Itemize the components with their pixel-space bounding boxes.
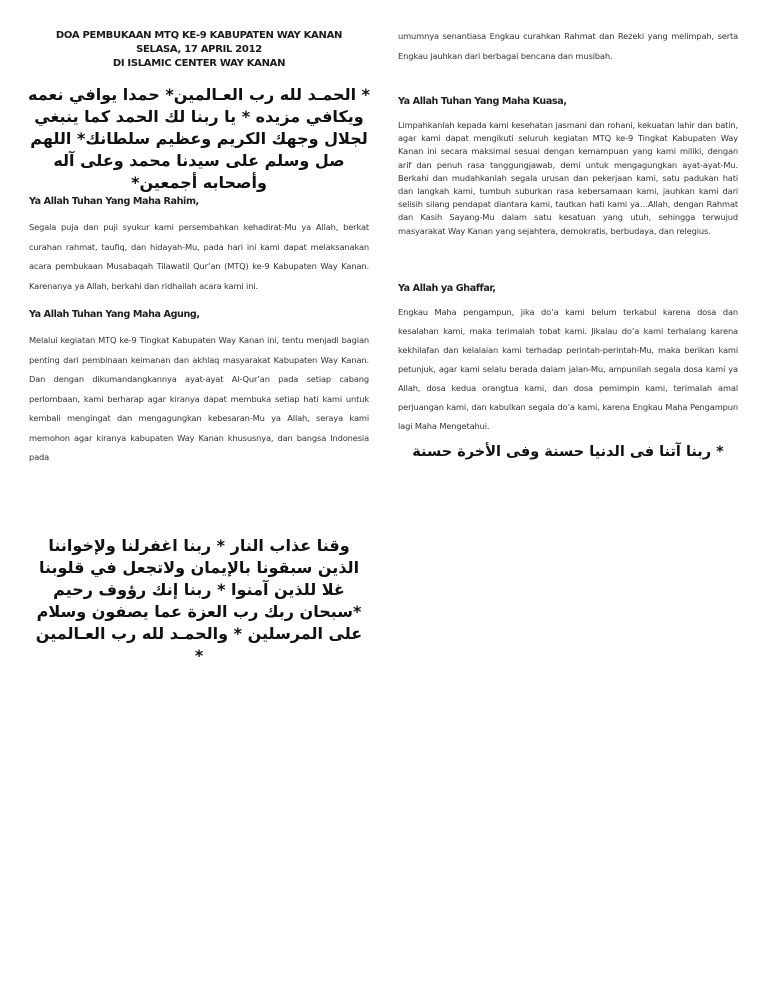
paragraph-continuation: umumnya senantiasa Engkau curahkan Rahmat dan Rezeki yang melimpah, serta Engkau jauhkan dari berbagai bencana dan musibah. [398, 31, 738, 61]
closing-arabic-prayer: وقنا عذاب النار * ربنا اغفرلنا ولإخواننا الذين سبقونا بالإيمان ولاتجعل في قلوبنا غلا للذين آمنوا * ربنا إنك رؤوف رحيم *سبحان ربك رب العزة عما يصفون وسلام على المرسلين * والحمـد لله رب العـالمين * [35, 536, 363, 665]
heading-maha-agung: Ya Allah Tuhan Yang Maha Agung, [29, 309, 200, 320]
document-venue: DI ISLAMIC CENTER WAY KANAN [112, 58, 286, 69]
paragraph-limpahkanlah: Limpahkanlah kepada kami kesehatan jasmani dan rohani, kekuatan lahir dan batin, agar kami dapat mengikuti seluruh kegiatan MTQ ke-9 Tingkat Kabupaten Way Kanan ini secara maksimal sesuai dengan kemampuan yang kami miliki, dengan arif dan penuh rasa tanggungjawab, demi untuk mengagungkan ayat-ayat-Mu. Berkahi dan mudahkanlah segala urusan dan pekerjaan kami, satu padukan hati dan langkah kami, tumbuh suburkan rasa kebersamaan kami, jauhkan kami dari selisih silang pendapat diantara kami, tautkan hati kami ya…Allah, dengan Rahmat dan Kasih Sayang-Mu dalam satu kesatuan yang utuh, sehingga terwujud masyarakat Way Kanan yang sejahtera, demokratis, berbudaya, dan relegius. [398, 120, 738, 236]
paragraph-kegiatan-mtq: Melalui kegiatan MTQ ke-9 Tingkat Kabupaten Way Kanan ini, tentu menjadi bagian penting dari pembinaan keimanan dan akhlaq masyarakat Kabupaten Way Kanan. Dan dengan dikumandangkannya ayat-ayat Al-Qur’an pada setiap cabang perlombaan, kami berharap agar kiranya dapat membuka setiap hati kami untuk kembali mengingat dan mengagungkan kebesaran-Mu ya Allah, seraya kami memohon agar kiranya kabupaten Way Kanan khususnya, dan bangsa Indonesia pada [29, 335, 369, 462]
document-header [29, 29, 369, 71]
heading-maha-rahim: Ya Allah Tuhan Yang Maha Rahim, [29, 196, 199, 207]
paragraph-maha-pengampun: Engkau Maha pengampun, jika do’a kami belum terkabul karena dosa dan kesalahan kami, maka terimalah tobat kami. Jikalau do’a kami terhalang karena kekhilafan dan kelalaian kami terhadap perintah-perintah-Mu, maka berikan kami petunjuk, agar kami selalu berada dalam jalan-Mu, ampunilah segala dosa kami ya Allah, dosa kedua orangtua kami, dan dosa pemimpin kami, terimalah amal perjuangan kami, dan kabulkan segala do’a kami, karena Engkau Maha Pengampun lagi Maha Mengetahui. [398, 307, 738, 431]
document-date: SELASA, 17 APRIL 2012 [136, 44, 262, 55]
paragraph-puja-puji: Segala puja dan puji syukur kami persembahkan kehadirat-Mu ya Allah, berkat curahan rahmat, taufiq, dan hidayah-Mu, pada hari ini kami dapat melaksanakan acara pembukaan Musabaqah Tilawatil Qur’an (MTQ) ke-9 Kabupaten Way Kanan. Karenanya ya Allah, berkahi dan ridhailah acara kami ini. [29, 222, 369, 291]
opening-arabic-prayer: * الحمـد لله رب العـالمين* حمدا يوافي نعمه ويكافي مزيده * يا ربنا لك الحمد كما ينبغي لجلال وجهك الكريم وعظيم سلطانك* اللهم صل وسلم على سيدنا محمد وعلى آله وأصحابه أجمعين* [27, 85, 371, 192]
closing-arabic-dua: * ربنا آتنا فى الدنيا حسنة وفى الأخرة حسنة [412, 444, 724, 460]
heading-maha-kuasa: Ya Allah Tuhan Yang Maha Kuasa, [398, 96, 567, 107]
heading-ghaffar: Ya Allah ya Ghaffar, [398, 283, 496, 294]
document-title: DOA PEMBUKAAN MTQ KE-9 KABUPATEN WAY KANAN [55, 30, 343, 41]
